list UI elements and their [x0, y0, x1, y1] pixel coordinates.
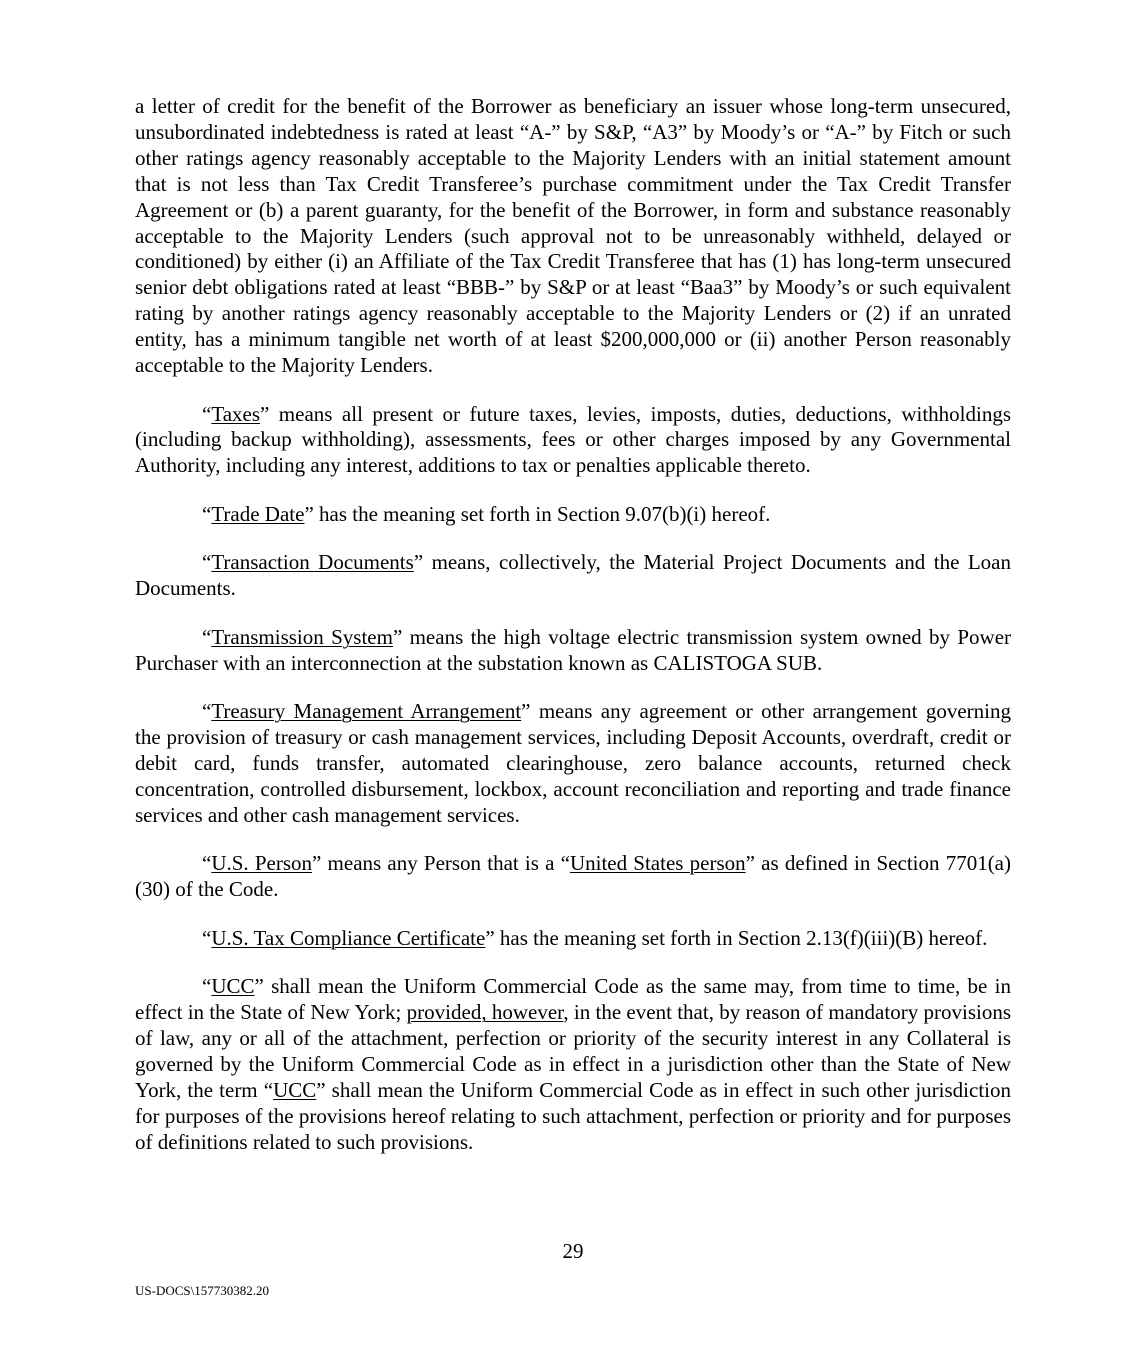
definition-text-continued: ” as defined in Section 7701(a)(30) of the Code. [135, 851, 1011, 902]
definition-taxes [135, 402, 1011, 480]
document-id-footer: US-DOCS\157730382.20 [135, 1283, 269, 1298]
definition-text: ” means, collectively, the Material Project Documents and the Loan Documents. [135, 550, 1011, 601]
definition-treasury-management-arrangement [135, 699, 1011, 829]
page-number: 29 [562, 1239, 584, 1263]
definition-text: ” means any Person that is a “ [312, 851, 570, 876]
definition-text: ” means the high voltage electric transmission system owned by Power Purchaser with an interconnection at the substation known as CALISTOGA SUB. [135, 624, 1012, 675]
defined-term: Taxes [211, 401, 261, 426]
defined-term: Trade Date [211, 501, 305, 526]
open-quote: “ [202, 974, 212, 999]
definition-text: ” means all present or future taxes, levies, imposts, duties, deductions, withholdings (including backup withholding), assessments, fees or other charges imposed by any Governmental Authority, including any interest, additions to tax or penalties applicable thereto. [135, 401, 1011, 478]
definition-text-continued: , in the event that, by reason of mandatory provisions of law, any or all of the attachment, perfection or priority of the security interest in any Collateral is governed by the Uniform Commercial Code as in effect in a jurisdiction other than the State of New York, the term “ [135, 1000, 1012, 1102]
paragraph-text: a letter of credit for the benefit of the Borrower as beneficiary an issuer whose long-term unsecured, unsubordinated indebtedness is rated at least “A-” by S&P, “A3” by Moody’s or “A-” by Fitch or such other ratings agency reasonably acceptable to the Majority Lenders with an initial statement amount that is not less than Tax Credit Transferee’s purchase commitment under the Tax Credit Transfer Agreement or (b) a parent guaranty, for the benefit of the Borrower, in form and substance reasonably acceptable to the Majority Lenders (such approval not to be unreasonably withheld, delayed or conditioned) by either (i) an Affiliate of the Tax Credit Transferee that has (1) has long-term unsecured senior debt obligations rated at least “BBB-” by S&P or at least “Baa3” by Moody’s or such equivalent rating by another ratings agency reasonably acceptable to the Majority Lenders or (2) if an unrated entity, has a minimum tangible net worth of at least $200,000,000 or (ii) another Person reasonably acceptable to the Majority Lenders. [135, 94, 1011, 378]
definition-us-person [135, 851, 1011, 903]
defined-term-secondary: UCC [273, 1077, 317, 1102]
definition-transaction-documents [135, 550, 1011, 602]
paragraph-intro [135, 94, 1011, 379]
definition-trade-date [135, 502, 1011, 528]
open-quote: “ [202, 851, 212, 876]
defined-term: Transaction Documents [211, 550, 414, 575]
defined-term-secondary: United States person [569, 851, 746, 876]
definition-text: ” has the meaning set forth in Section 2.13(f)(iii)(B) hereof. [485, 925, 988, 950]
defined-term: Transmission System [211, 624, 393, 649]
open-quote: “ [202, 401, 212, 426]
definition-text: ” has the meaning set forth in Section 9.07(b)(i) hereof. [304, 501, 771, 526]
definition-text: ” means any agreement or other arrangement governing the provision of treasury or cash management services, including Deposit Accounts, overdraft, credit or debit card, funds transfer, automated clearinghouse, zero balance accounts, returned check concentration, controlled disbursement, lockbox, account reconciliation and reporting and trade finance services and other cash management services. [135, 699, 1012, 827]
definition-text: ” shall mean the Uniform Commercial Code as the same may, from time to time, be in effect in the State of New York; [135, 974, 1011, 1025]
document-body [135, 94, 1011, 1178]
definition-text-end: ” shall mean the Uniform Commercial Code as in effect in such other jurisdiction for purposes of the provisions hereof relating to such attachment, perfection or priority and for purposes of definitions related to such provisions. [135, 1077, 1012, 1154]
definition-transmission-system [135, 625, 1011, 677]
defined-term: U.S. Tax Compliance Certificate [211, 925, 486, 950]
proviso-term: provided, however [406, 1000, 564, 1025]
open-quote: “ [202, 550, 212, 575]
definition-us-tax-compliance-certificate [135, 926, 1011, 952]
open-quote: “ [202, 925, 212, 950]
open-quote: “ [202, 624, 212, 649]
defined-term: U.S. Person [211, 851, 313, 876]
open-quote: “ [202, 699, 212, 724]
open-quote: “ [202, 501, 212, 526]
definition-ucc [135, 974, 1011, 1155]
defined-term: UCC [211, 974, 255, 999]
defined-term: Treasury Management Arrangement [211, 699, 522, 724]
